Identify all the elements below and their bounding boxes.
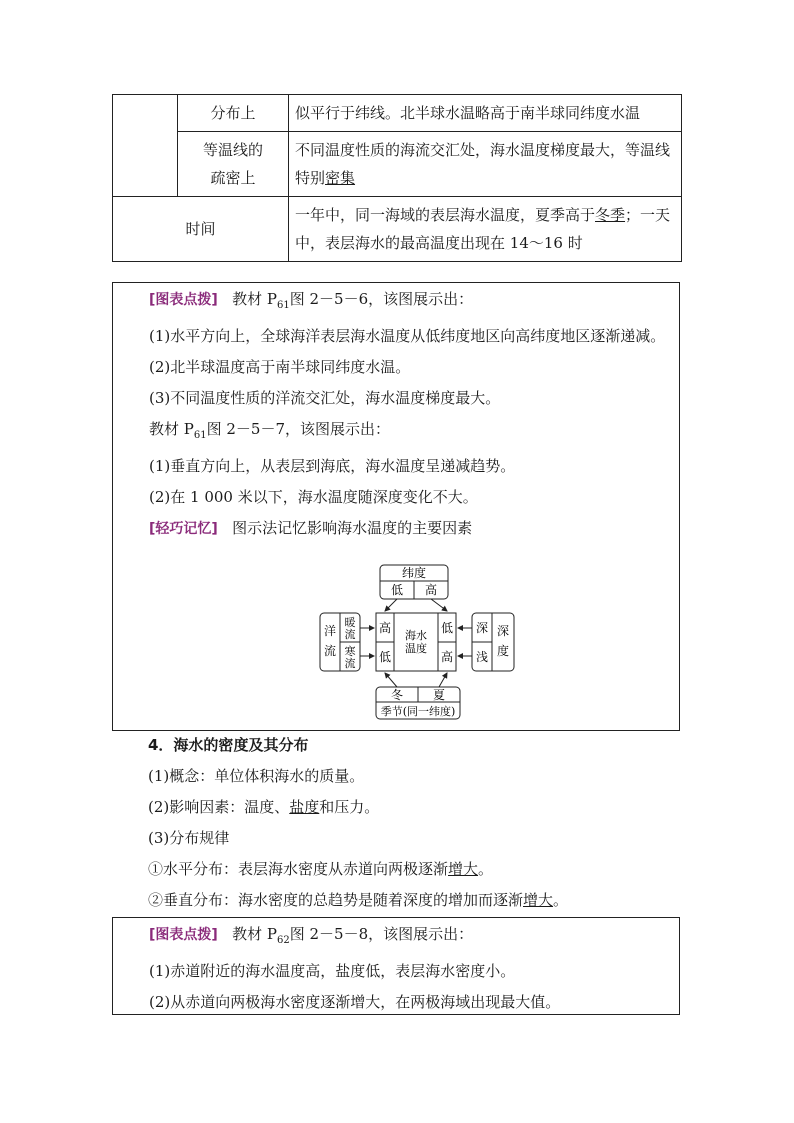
l4-a: ①水平分布：表层海水密度从赤道向两极逐渐 xyxy=(148,860,449,878)
row-text-isotherm xyxy=(289,132,682,197)
center-high-left: 高 xyxy=(378,621,392,635)
row-label-isotherm xyxy=(178,132,289,197)
row-text-distribution: 似平行于纬线。北半球水温略高于南半球同纬度水温 xyxy=(289,95,682,132)
warm-1: 暖 xyxy=(344,616,356,629)
l5-underlined: 增大 xyxy=(523,891,554,909)
current-1: 洋 xyxy=(323,624,337,638)
l5-b: 。 xyxy=(553,891,569,909)
box1-p4: (1)垂直方向上，从表层到海底，海水温度呈递减趋势。 xyxy=(149,457,516,475)
season-label: 季节(同一纬度) xyxy=(380,705,456,718)
section-4-l1: (1)概念：单位体积海水的质量。 xyxy=(148,767,365,785)
box2-intro xyxy=(113,919,679,956)
row-label-isotherm-line2: 疏密上 xyxy=(210,169,256,187)
box2-p1: (1)赤道附近的海水温度高，盐度低，表层海水密度小。 xyxy=(149,962,516,980)
chart-tips-box-2 xyxy=(112,917,680,1015)
intro2-a: 教材 P xyxy=(149,420,194,438)
depth-shallow: 浅 xyxy=(475,650,489,664)
tag-chart-tips-2: [图表点拨] xyxy=(149,927,218,943)
tag-easy-memory: [轻巧记忆] xyxy=(149,521,218,537)
current-2: 流 xyxy=(323,644,337,658)
center-high-right: 高 xyxy=(440,650,454,664)
diagram-svg xyxy=(200,283,600,723)
row-label-isotherm-line1: 等温线的 xyxy=(202,141,263,159)
section-4-l2 xyxy=(148,792,568,823)
cold-1: 寒 xyxy=(344,645,356,658)
l5-a: ②垂直分布：海水密度的总趋势是随着深度的增加而逐渐 xyxy=(148,891,524,909)
memo-text: 图示法记忆影响海水温度的主要因素 xyxy=(232,519,473,537)
latitude-label: 纬度 xyxy=(401,566,427,580)
intro1-b: 图 2－5－6，该图展示出： xyxy=(289,290,474,308)
ocean-temperature-diagram xyxy=(200,283,600,727)
intro2-b: 图 2－5－7，该图展示出： xyxy=(206,420,391,438)
center-label-2: 温度 xyxy=(405,642,427,655)
intro2-sub: 61 xyxy=(193,430,207,441)
latitude-high: 高 xyxy=(424,583,438,597)
row-label-time: 时间 xyxy=(113,197,289,262)
l4-b: 。 xyxy=(478,860,494,878)
warm-2: 流 xyxy=(344,628,356,641)
row-text-time xyxy=(289,197,682,262)
intro1-sub: 61 xyxy=(276,300,290,311)
section-4-title: 4．海水的密度及其分布 xyxy=(148,736,309,754)
arrow-latitude-left xyxy=(385,599,397,611)
season-summer: 夏 xyxy=(432,688,446,702)
box2-p2: (2)从赤道向两极海水密度逐渐增大，在两极海域出现最大值。 xyxy=(149,993,561,1011)
isotherm-text: 不同温度性质的海流交汇处，海水温度梯度最大，等温线特别 xyxy=(295,141,671,187)
table-row xyxy=(113,132,682,197)
arrow-winter xyxy=(385,673,397,687)
l2-b: 和压力。 xyxy=(319,798,380,816)
arrow-summer xyxy=(439,673,447,687)
arrow-latitude-right xyxy=(431,599,447,611)
section-4 xyxy=(148,730,568,916)
summary-table xyxy=(112,94,682,262)
box1-p1: (1)水平方向上，全球海洋表层海水温度从低纬度地区向高纬度地区逐渐递减。 xyxy=(149,327,666,345)
box1-p2: (2)北半球温度高于南半球同纬度水温。 xyxy=(149,358,411,376)
l4-underlined: 增大 xyxy=(448,860,479,878)
time-underlined: 冬季 xyxy=(595,206,626,224)
intro1-a: 教材 P xyxy=(232,290,277,308)
box1-p3: (3)不同温度性质的洋流交汇处，海水温度梯度最大。 xyxy=(149,389,501,407)
isotherm-underlined: 密集 xyxy=(325,169,356,187)
latitude-low: 低 xyxy=(390,583,404,597)
center-low-left: 低 xyxy=(378,650,392,664)
table-row xyxy=(113,197,682,262)
box2-intro-sub: 62 xyxy=(276,935,290,946)
tag-chart-tips: [图表点拨] xyxy=(149,292,218,308)
section-4-l3: (3)分布规律 xyxy=(148,829,230,847)
center-low-right: 低 xyxy=(440,621,454,635)
table-cell-empty xyxy=(113,95,178,197)
time-text-a: 一年中，同一海域的表层海水温度，夏季高于 xyxy=(295,206,596,224)
cold-2: 流 xyxy=(344,657,356,670)
depth-label-1: 深 xyxy=(496,624,510,638)
section-4-l4 xyxy=(148,854,568,885)
center-label-1: 海水 xyxy=(405,629,427,642)
table-row xyxy=(113,95,682,132)
season-winter: 冬 xyxy=(390,688,404,702)
row-label-distribution: 分布上 xyxy=(178,95,289,132)
l2-underlined: 盐度 xyxy=(289,798,320,816)
box1-p5: (2)在 1 000 米以下，海水温度随深度变化不大。 xyxy=(149,488,478,506)
l2-a: (2)影响因素：温度、 xyxy=(148,798,290,816)
section-4-l5 xyxy=(148,885,568,916)
box2-intro-b: 图 2－5－8，该图展示出： xyxy=(289,925,474,943)
depth-label-2: 度 xyxy=(496,644,510,658)
time-text-b: ；一天中，表层海水的最高温度出现在 14～16 时 xyxy=(295,206,671,252)
depth-deep: 深 xyxy=(475,621,489,635)
box2-intro-a: 教材 P xyxy=(232,925,277,943)
